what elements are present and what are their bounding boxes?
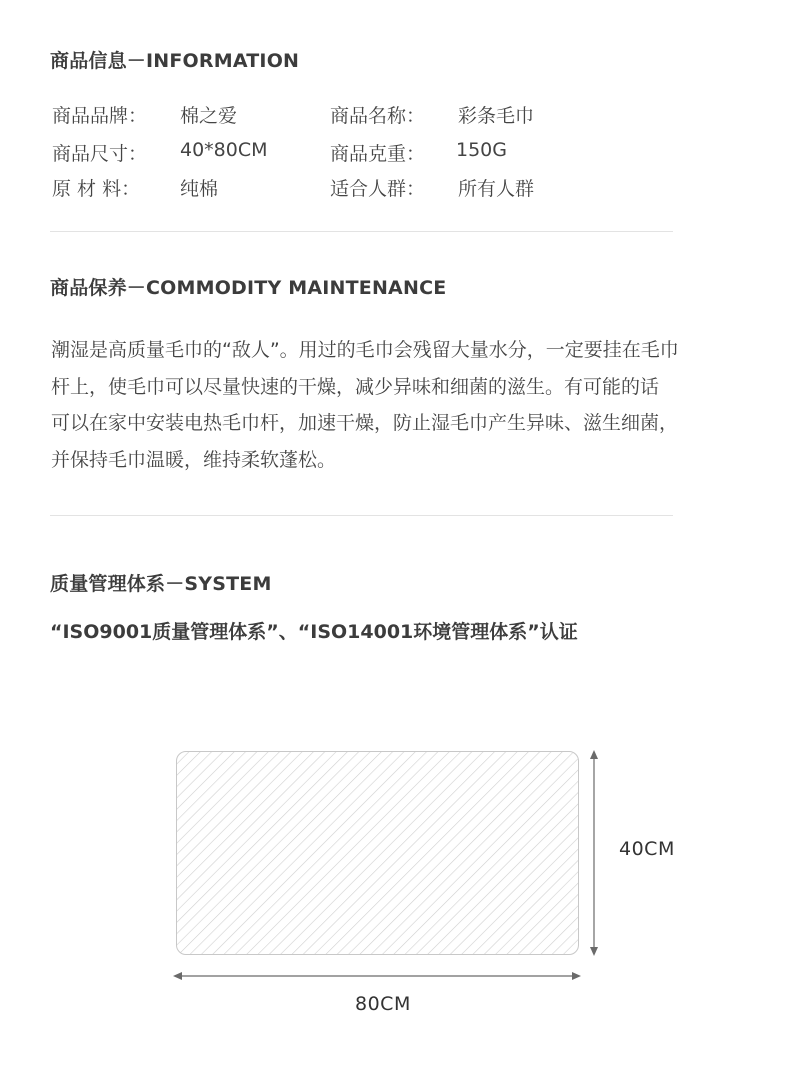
paragraph-line: 杆上，使毛巾可以尽量快速的干燥，减少异味和细菌的滋生。有可能的话 (51, 375, 660, 398)
divider (50, 515, 673, 516)
size-value: 40*80CM (180, 139, 268, 161)
towel-hatch-pattern (177, 752, 578, 954)
audience-value: 所有人群 (458, 178, 535, 200)
maintenance-title: 商品保养－COMMODITY MAINTENANCE (50, 277, 447, 299)
towel-diagram (176, 751, 579, 955)
width-arrow (173, 969, 581, 983)
material-label: 原 材 料： (52, 178, 141, 200)
size-label: 商品尺寸： (52, 143, 148, 165)
certification-text: “ISO9001质量管理体系”、“ISO14001环境管理体系”认证 (50, 621, 578, 643)
audience-label: 适合人群： (330, 178, 426, 200)
paragraph-line: 可以在家中安装电热毛巾杆，加速干燥，防止湿毛巾产生异味、滋生细菌， (51, 412, 679, 434)
information-title: 商品信息－INFORMATION (50, 50, 300, 72)
weight-value: 150G (456, 139, 507, 161)
system-title: 质量管理体系－SYSTEM (50, 573, 272, 595)
height-label: 40CM (619, 838, 675, 860)
paragraph-line: 并保持毛巾温暖，维持柔软蓬松。 (51, 448, 337, 471)
brand-value: 棉之爱 (180, 105, 238, 127)
brand-label: 商品品牌： (52, 105, 148, 127)
maintenance-paragraph (51, 332, 771, 478)
paragraph-line: 潮湿是高质量毛巾的“敌人”。用过的毛巾会残留大量水分，一定要挂在毛巾 (51, 339, 679, 361)
weight-label: 商品克重： (330, 143, 426, 165)
width-label: 80CM (355, 993, 411, 1015)
material-value: 纯棉 (180, 178, 219, 200)
height-arrow (587, 750, 601, 956)
product-name-value: 彩条毛巾 (458, 105, 535, 127)
divider (50, 231, 673, 232)
product-name-label: 商品名称： (330, 105, 426, 127)
